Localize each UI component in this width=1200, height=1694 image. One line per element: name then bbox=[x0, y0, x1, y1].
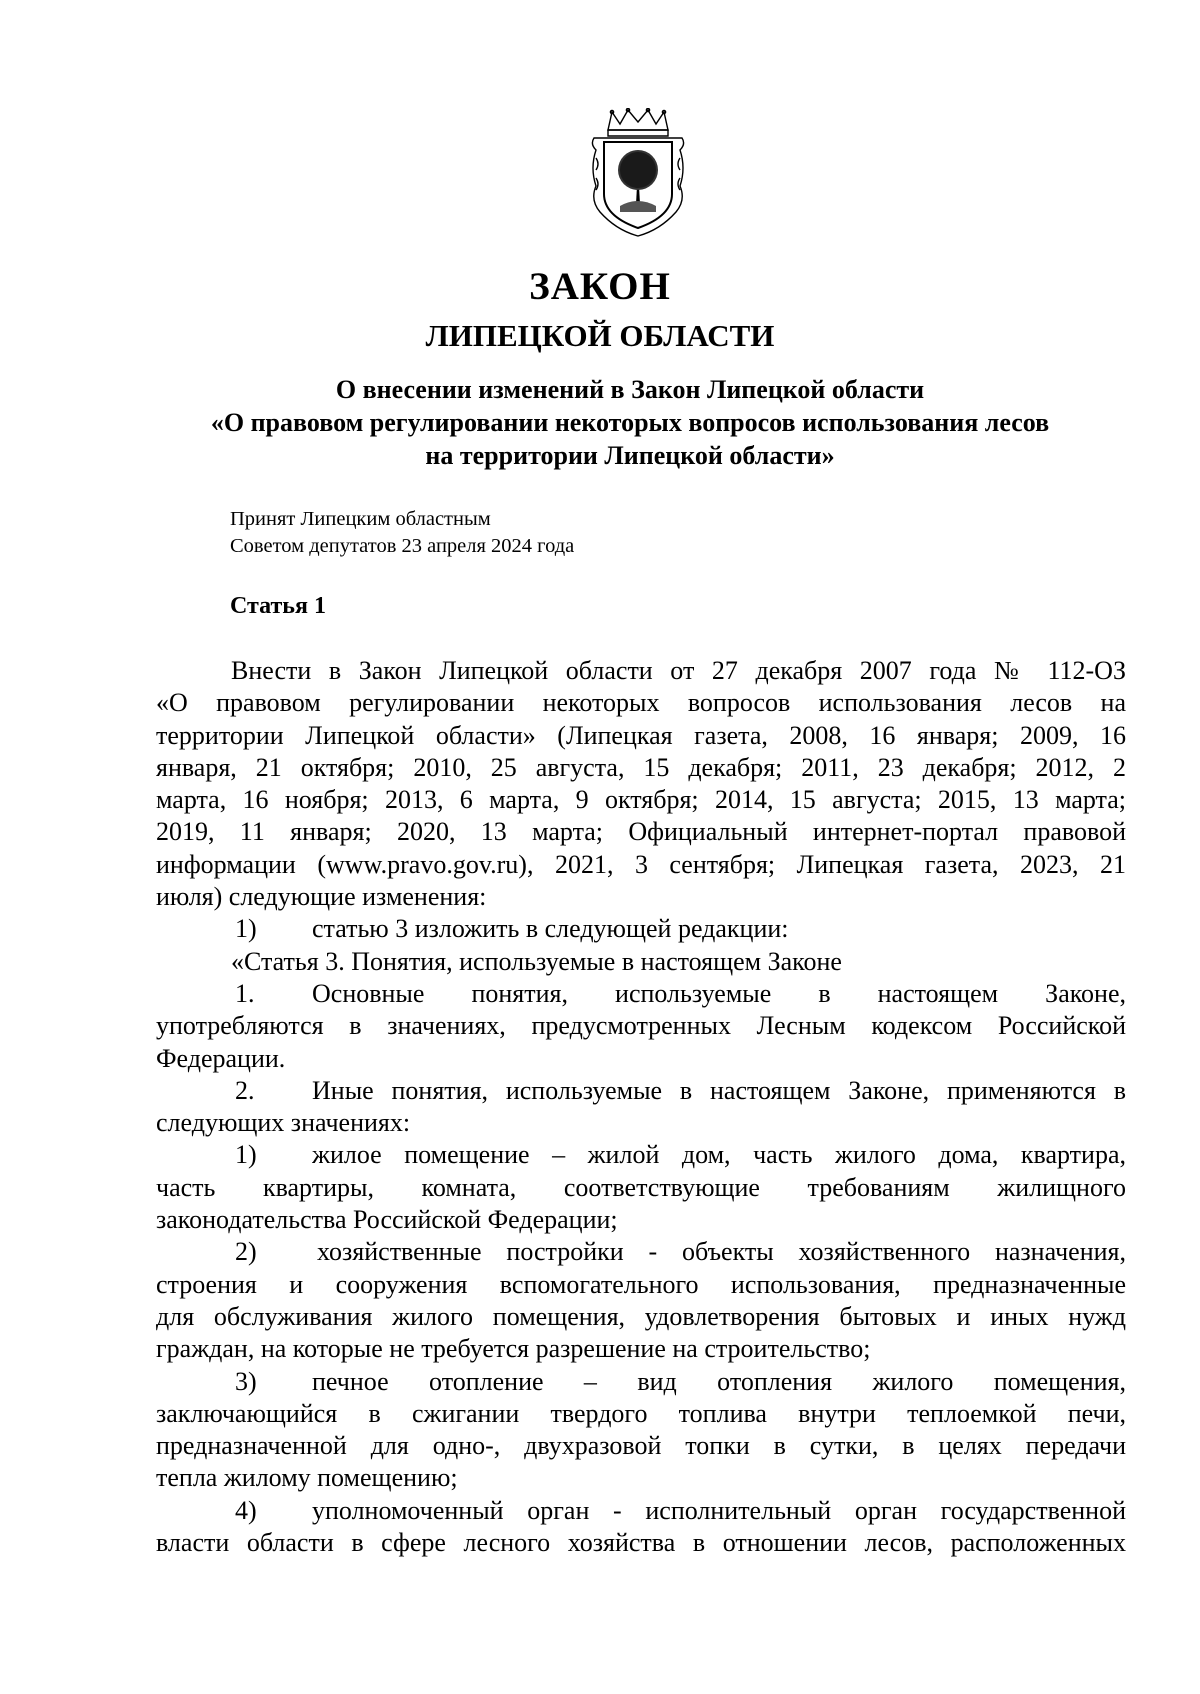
body-line: для обслуживания жилого помещения, удовлетворения бытовых и иных нужд bbox=[156, 1301, 1126, 1331]
item-number: 1. bbox=[235, 978, 255, 1008]
body-line: употребляются в значениях, предусмотренных Лесным кодексом Российской bbox=[156, 1011, 1126, 1041]
body-line: строения и сооружения вспомогательного использования, предназначенные bbox=[156, 1269, 1126, 1299]
body-line: января, 21 октября; 2010, 25 августа, 15 декабря; 2011, 23 декабря; 2012, 2 bbox=[156, 752, 1126, 782]
body-line: Федерации. bbox=[156, 1043, 286, 1073]
definition-2 bbox=[156, 1236, 1126, 1268]
body-line: следующих значениях: bbox=[156, 1108, 411, 1138]
body-line: марта, 16 ноября; 2013, 6 марта, 9 октября; 2014, 15 августа; 2015, 13 марта; bbox=[156, 785, 1126, 815]
item-text: Основные понятия, используемые в настоящем Законе, bbox=[312, 978, 1126, 1008]
definition-3 bbox=[156, 1366, 1126, 1398]
body-line: 2019, 11 января; 2020, 13 марта; Официальный интернет-портал правовой bbox=[156, 817, 1126, 847]
definition-4 bbox=[156, 1495, 1126, 1527]
item-text: жилое помещение – жилой дом, часть жилого дома, квартира, bbox=[312, 1140, 1126, 1170]
item-text: уполномоченный орган - исполнительный орган государственной bbox=[312, 1495, 1126, 1525]
subject-line: «О правовом регулировании некоторых вопросов использования лесов bbox=[210, 408, 1050, 437]
body-line: июля) следующие изменения: bbox=[156, 882, 487, 912]
list-item bbox=[156, 913, 1126, 945]
paragraph-1 bbox=[156, 978, 1126, 1010]
body-line: предназначенной для одно-, двухразовой топки в сутки, в целях передачи bbox=[156, 1431, 1126, 1461]
body-line: часть квартиры, комната, соответствующие требованиям жилищного bbox=[156, 1172, 1126, 1202]
adoption-line: Советом депутатов 23 апреля 2024 года bbox=[230, 535, 575, 557]
item-number: 4) bbox=[235, 1495, 257, 1525]
item-text: хозяйственные постройки - объекты хозяйственного назначения, bbox=[317, 1237, 1126, 1267]
body-line: власти области в сфере лесного хозяйства в отношении лесов, расположенных bbox=[156, 1528, 1126, 1558]
body-line: граждан, на которые не требуется разрешение на строительство; bbox=[156, 1334, 871, 1364]
subject-line: О внесении изменений в Закон Липецкой области bbox=[335, 375, 925, 404]
lipetsk-oblast-coat-of-arms-icon bbox=[586, 108, 690, 238]
body-line: тепла жилому помещению; bbox=[156, 1463, 458, 1493]
quoted-article-heading: «Статья 3. Понятия, используемые в настоящем Законе bbox=[231, 946, 842, 976]
body-line: законодательства Российской Федерации; bbox=[156, 1205, 618, 1235]
law-subject bbox=[130, 373, 1130, 472]
item-number: 1) bbox=[235, 914, 257, 944]
law-title: ЗАКОН bbox=[529, 265, 671, 308]
adoption-note bbox=[230, 506, 574, 560]
subject-line: на территории Липецкой области» bbox=[425, 441, 835, 470]
body-line: информации (www.pravo.gov.ru), 2021, 3 сентября; Липецкая газета, 2023, 21 bbox=[156, 849, 1126, 879]
item-number: 3) bbox=[235, 1366, 257, 1396]
body-line: Внести в Закон Липецкой области от 27 декабря 2007 года № 112-ОЗ bbox=[231, 656, 1126, 685]
item-text: Иные понятия, используемые в настоящем Законе, применяются в bbox=[312, 1075, 1126, 1105]
item-number: 1) bbox=[235, 1140, 257, 1170]
article-body bbox=[156, 655, 1126, 1559]
body-line: «О правовом регулировании некоторых вопросов использования лесов на bbox=[156, 688, 1126, 718]
item-text: печное отопление – вид отопления жилого помещения, bbox=[312, 1366, 1126, 1396]
body-line: заключающийся в сжигании твердого топлива внутри теплоемкой печи, bbox=[156, 1398, 1126, 1428]
law-region: ЛИПЕЦКОЙ ОБЛАСТИ bbox=[425, 318, 775, 353]
adoption-line: Принят Липецким областным bbox=[230, 508, 491, 530]
definition-1 bbox=[156, 1139, 1126, 1171]
item-number: 2) bbox=[235, 1237, 257, 1267]
body-line: территории Липецкой области» (Липецкая газета, 2008, 16 января; 2009, 16 bbox=[156, 720, 1126, 750]
paragraph-2 bbox=[156, 1075, 1126, 1107]
item-text: статью 3 изложить в следующей редакции: bbox=[312, 914, 789, 944]
item-number: 2. bbox=[235, 1075, 255, 1105]
article-heading: Статья 1 bbox=[230, 593, 326, 619]
